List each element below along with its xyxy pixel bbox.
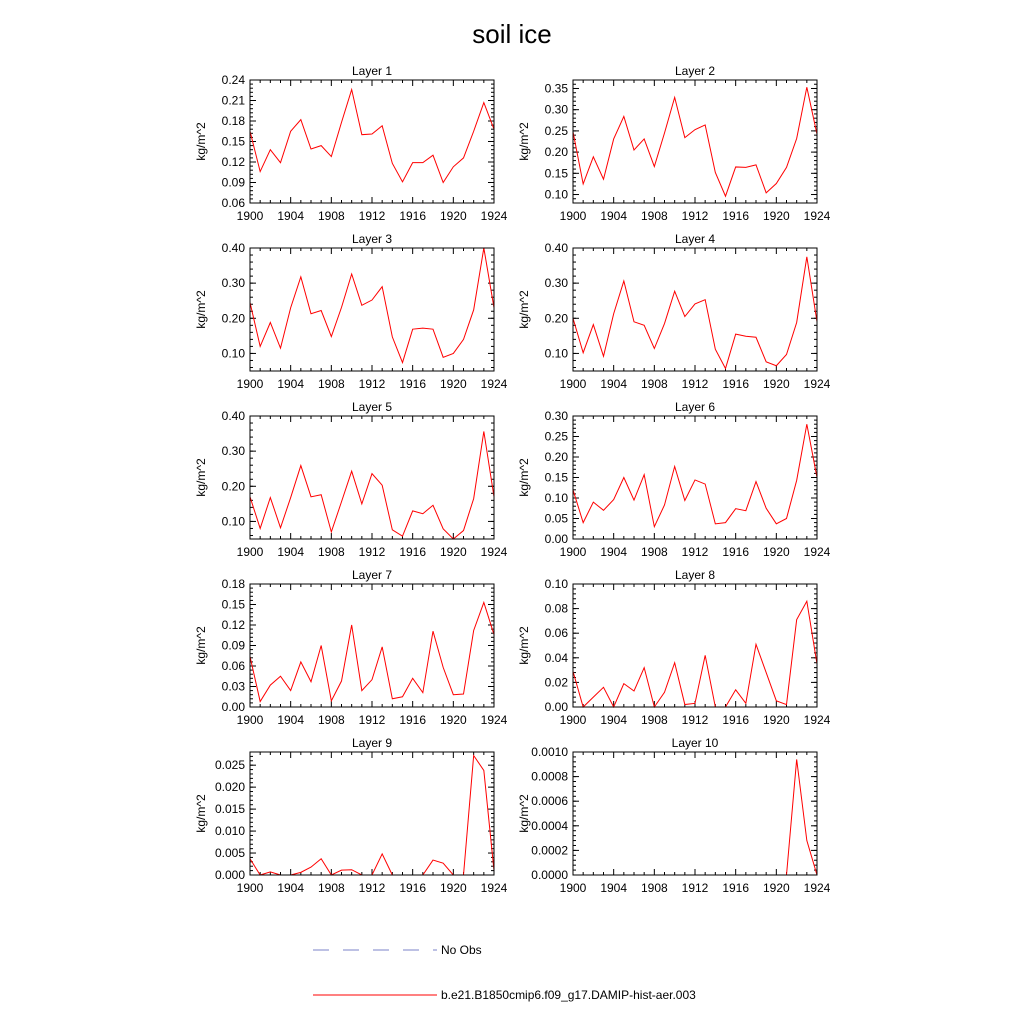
y-tick-label: 0.15	[544, 470, 568, 485]
panel-title: Layer 3	[351, 232, 393, 246]
y-tick-label: 0.10	[221, 346, 245, 361]
panel-title: Layer 5	[351, 400, 393, 414]
panel-10	[517, 736, 831, 895]
panel-5	[194, 400, 508, 559]
x-tick-label: 1920	[439, 545, 467, 559]
y-tick-label: 0.12	[221, 155, 245, 169]
y-tick-label: 0.10	[544, 346, 568, 361]
y-tick-label: 0.10	[544, 187, 568, 202]
plot-frame	[573, 752, 817, 875]
x-tick-label: 1908	[317, 881, 345, 895]
panel-title: Layer 4	[674, 232, 716, 246]
y-tick-label: 0.10	[221, 514, 245, 529]
x-tick-label: 1916	[722, 713, 750, 727]
x-tick-label: 1916	[399, 209, 427, 223]
x-tick-label: 1924	[803, 377, 831, 391]
y-axis-label: kg/m^2	[517, 458, 531, 497]
x-tick-label: 1912	[358, 377, 386, 391]
series-line	[573, 87, 817, 196]
panel-8	[517, 568, 831, 727]
x-tick-label: 1904	[600, 545, 628, 559]
y-tick-label: 0.18	[221, 577, 245, 591]
y-axis-label: kg/m^2	[517, 122, 531, 161]
y-tick-label: 0.15	[221, 134, 245, 149]
x-tick-label: 1924	[803, 209, 831, 223]
x-tick-label: 1916	[722, 545, 750, 559]
legend-label-1: No Obs	[441, 943, 482, 957]
y-tick-label: 0.20	[544, 311, 568, 326]
x-tick-label: 1916	[722, 881, 750, 895]
plot-frame	[573, 248, 817, 371]
x-tick-label: 1916	[399, 881, 427, 895]
x-tick-label: 1908	[317, 713, 345, 727]
x-tick-label: 1908	[640, 377, 668, 391]
panel-title: Layer 10	[671, 736, 719, 750]
x-tick-label: 1900	[236, 545, 264, 559]
x-tick-label: 1920	[762, 545, 790, 559]
series-line	[250, 431, 494, 539]
x-tick-label: 1904	[600, 377, 628, 391]
x-tick-label: 1908	[640, 209, 668, 223]
y-tick-label: 0.24	[221, 73, 245, 87]
y-tick-label: 0.09	[221, 175, 245, 190]
x-tick-label: 1920	[439, 881, 467, 895]
x-tick-label: 1924	[480, 377, 508, 391]
y-tick-label: 0.30	[544, 102, 568, 117]
x-tick-label: 1904	[277, 881, 305, 895]
y-tick-label: 0.35	[544, 81, 568, 96]
y-tick-label: 0.09	[221, 638, 245, 653]
panel-title: Layer 2	[674, 64, 716, 78]
x-tick-label: 1900	[559, 377, 587, 391]
y-tick-label: 0.15	[221, 597, 245, 612]
plot-frame	[250, 416, 494, 539]
x-tick-label: 1924	[803, 545, 831, 559]
panel-2	[517, 64, 831, 223]
y-tick-label: 0.00	[544, 700, 568, 714]
y-axis-label: kg/m^2	[194, 794, 208, 833]
panel-title: Layer 6	[674, 400, 716, 414]
series-line	[250, 756, 494, 875]
y-tick-label: 0.15	[544, 166, 568, 181]
panel-title: Layer 9	[351, 736, 393, 750]
panel-title: Layer 1	[351, 64, 393, 78]
x-tick-label: 1924	[480, 713, 508, 727]
panel-7	[194, 568, 508, 727]
y-axis-label: kg/m^2	[517, 794, 531, 833]
y-tick-label: 0.40	[221, 241, 245, 255]
y-axis-label: kg/m^2	[194, 626, 208, 665]
y-axis-label: kg/m^2	[194, 458, 208, 497]
x-tick-label: 1900	[236, 881, 264, 895]
x-tick-label: 1912	[681, 713, 709, 727]
x-tick-label: 1912	[358, 209, 386, 223]
x-tick-label: 1908	[317, 545, 345, 559]
y-tick-label: 0.0010	[531, 745, 568, 759]
x-tick-label: 1904	[600, 713, 628, 727]
x-tick-label: 1912	[358, 881, 386, 895]
x-tick-label: 1900	[559, 881, 587, 895]
x-tick-label: 1912	[681, 881, 709, 895]
x-tick-label: 1912	[358, 545, 386, 559]
x-tick-label: 1912	[681, 377, 709, 391]
y-tick-label: 0.10	[544, 577, 568, 591]
y-tick-label: 0.010	[214, 824, 245, 839]
y-tick-label: 0.18	[221, 114, 245, 128]
x-tick-label: 1900	[236, 713, 264, 727]
y-tick-label: 0.0008	[531, 769, 568, 784]
x-tick-label: 1904	[277, 545, 305, 559]
y-axis-label: kg/m^2	[517, 626, 531, 665]
y-tick-label: 0.20	[221, 311, 245, 326]
series-line	[573, 601, 817, 707]
x-tick-label: 1912	[358, 713, 386, 727]
panel-4	[517, 232, 831, 391]
x-tick-label: 1900	[236, 377, 264, 391]
x-tick-label: 1908	[317, 209, 345, 223]
x-tick-label: 1912	[681, 209, 709, 223]
x-tick-label: 1924	[803, 881, 831, 895]
y-tick-label: 0.40	[544, 241, 568, 255]
x-tick-label: 1900	[236, 209, 264, 223]
x-tick-label: 1900	[559, 209, 587, 223]
y-tick-label: 0.020	[214, 780, 245, 795]
y-tick-label: 0.08	[544, 601, 568, 616]
y-axis-label: kg/m^2	[194, 290, 208, 329]
panel-title: Layer 7	[351, 568, 393, 582]
y-tick-label: 0.0004	[531, 818, 568, 833]
plot-frame	[250, 80, 494, 203]
y-tick-label: 0.30	[221, 444, 245, 459]
panel-9	[194, 736, 508, 895]
series-line	[573, 257, 817, 369]
x-tick-label: 1924	[803, 713, 831, 727]
y-tick-label: 0.0002	[531, 843, 568, 858]
y-tick-label: 0.005	[214, 846, 245, 861]
x-tick-label: 1908	[317, 377, 345, 391]
y-tick-label: 0.06	[221, 659, 245, 673]
x-tick-label: 1916	[722, 209, 750, 223]
y-tick-label: 0.10	[544, 491, 568, 505]
y-tick-label: 0.00	[221, 700, 245, 714]
plot-frame	[250, 248, 494, 371]
x-tick-label: 1908	[640, 881, 668, 895]
legend	[313, 943, 696, 1002]
x-tick-label: 1904	[277, 713, 305, 727]
panel-3	[194, 232, 508, 391]
y-tick-label: 0.12	[221, 618, 245, 632]
y-tick-label: 0.30	[544, 409, 568, 423]
y-axis-label: kg/m^2	[517, 290, 531, 329]
y-tick-label: 0.015	[214, 802, 245, 817]
y-tick-label: 0.20	[221, 479, 245, 494]
y-tick-label: 0.20	[544, 450, 568, 464]
y-tick-label: 0.06	[221, 196, 245, 210]
series-line	[250, 248, 494, 363]
y-tick-label: 0.00	[544, 532, 568, 546]
y-tick-label: 0.000	[214, 868, 245, 882]
y-tick-label: 0.25	[544, 123, 568, 138]
y-tick-label: 0.03	[221, 679, 245, 694]
x-tick-label: 1920	[762, 713, 790, 727]
y-tick-label: 0.21	[221, 93, 245, 108]
plot-frame	[573, 584, 817, 707]
x-tick-label: 1908	[640, 713, 668, 727]
y-tick-label: 0.30	[544, 276, 568, 291]
panels	[194, 64, 831, 895]
x-tick-label: 1904	[277, 377, 305, 391]
x-tick-label: 1920	[762, 209, 790, 223]
legend-label-2: b.e21.B1850cmip6.f09_g17.DAMIP-hist-aer.003	[441, 988, 696, 1002]
x-tick-label: 1904	[600, 881, 628, 895]
x-tick-label: 1904	[277, 209, 305, 223]
x-tick-label: 1908	[640, 545, 668, 559]
x-tick-label: 1916	[399, 713, 427, 727]
x-tick-label: 1924	[480, 545, 508, 559]
x-tick-label: 1900	[559, 545, 587, 559]
series-line	[573, 759, 817, 875]
figure-title: soil ice	[472, 19, 552, 49]
series-line	[573, 424, 817, 527]
series-line	[250, 90, 494, 183]
x-tick-label: 1924	[480, 209, 508, 223]
x-tick-label: 1920	[439, 713, 467, 727]
y-tick-label: 0.04	[544, 650, 568, 665]
x-tick-label: 1920	[439, 377, 467, 391]
x-tick-label: 1916	[722, 377, 750, 391]
plot-frame	[250, 584, 494, 707]
y-tick-label: 0.05	[544, 511, 568, 526]
y-tick-label: 0.40	[221, 409, 245, 423]
x-tick-label: 1916	[399, 545, 427, 559]
series-line	[250, 602, 494, 701]
x-tick-label: 1920	[762, 881, 790, 895]
x-tick-label: 1904	[600, 209, 628, 223]
x-tick-label: 1900	[559, 713, 587, 727]
y-axis-label: kg/m^2	[194, 122, 208, 161]
x-tick-label: 1924	[480, 881, 508, 895]
panel-1	[194, 64, 508, 223]
x-tick-label: 1912	[681, 545, 709, 559]
y-tick-label: 0.06	[544, 626, 568, 641]
panel-title: Layer 8	[674, 568, 716, 582]
plot-frame	[573, 416, 817, 539]
x-tick-label: 1920	[762, 377, 790, 391]
y-tick-label: 0.25	[544, 429, 568, 444]
plot-frame	[573, 80, 817, 203]
y-tick-label: 0.30	[221, 276, 245, 291]
y-tick-label: 0.0000	[531, 868, 568, 882]
y-tick-label: 0.025	[214, 758, 245, 773]
y-tick-label: 0.20	[544, 145, 568, 160]
x-tick-label: 1916	[399, 377, 427, 391]
panel-6	[517, 400, 831, 559]
y-tick-label: 0.0006	[531, 794, 568, 809]
y-tick-label: 0.02	[544, 675, 568, 690]
x-tick-label: 1920	[439, 209, 467, 223]
plot-frame	[250, 752, 494, 875]
